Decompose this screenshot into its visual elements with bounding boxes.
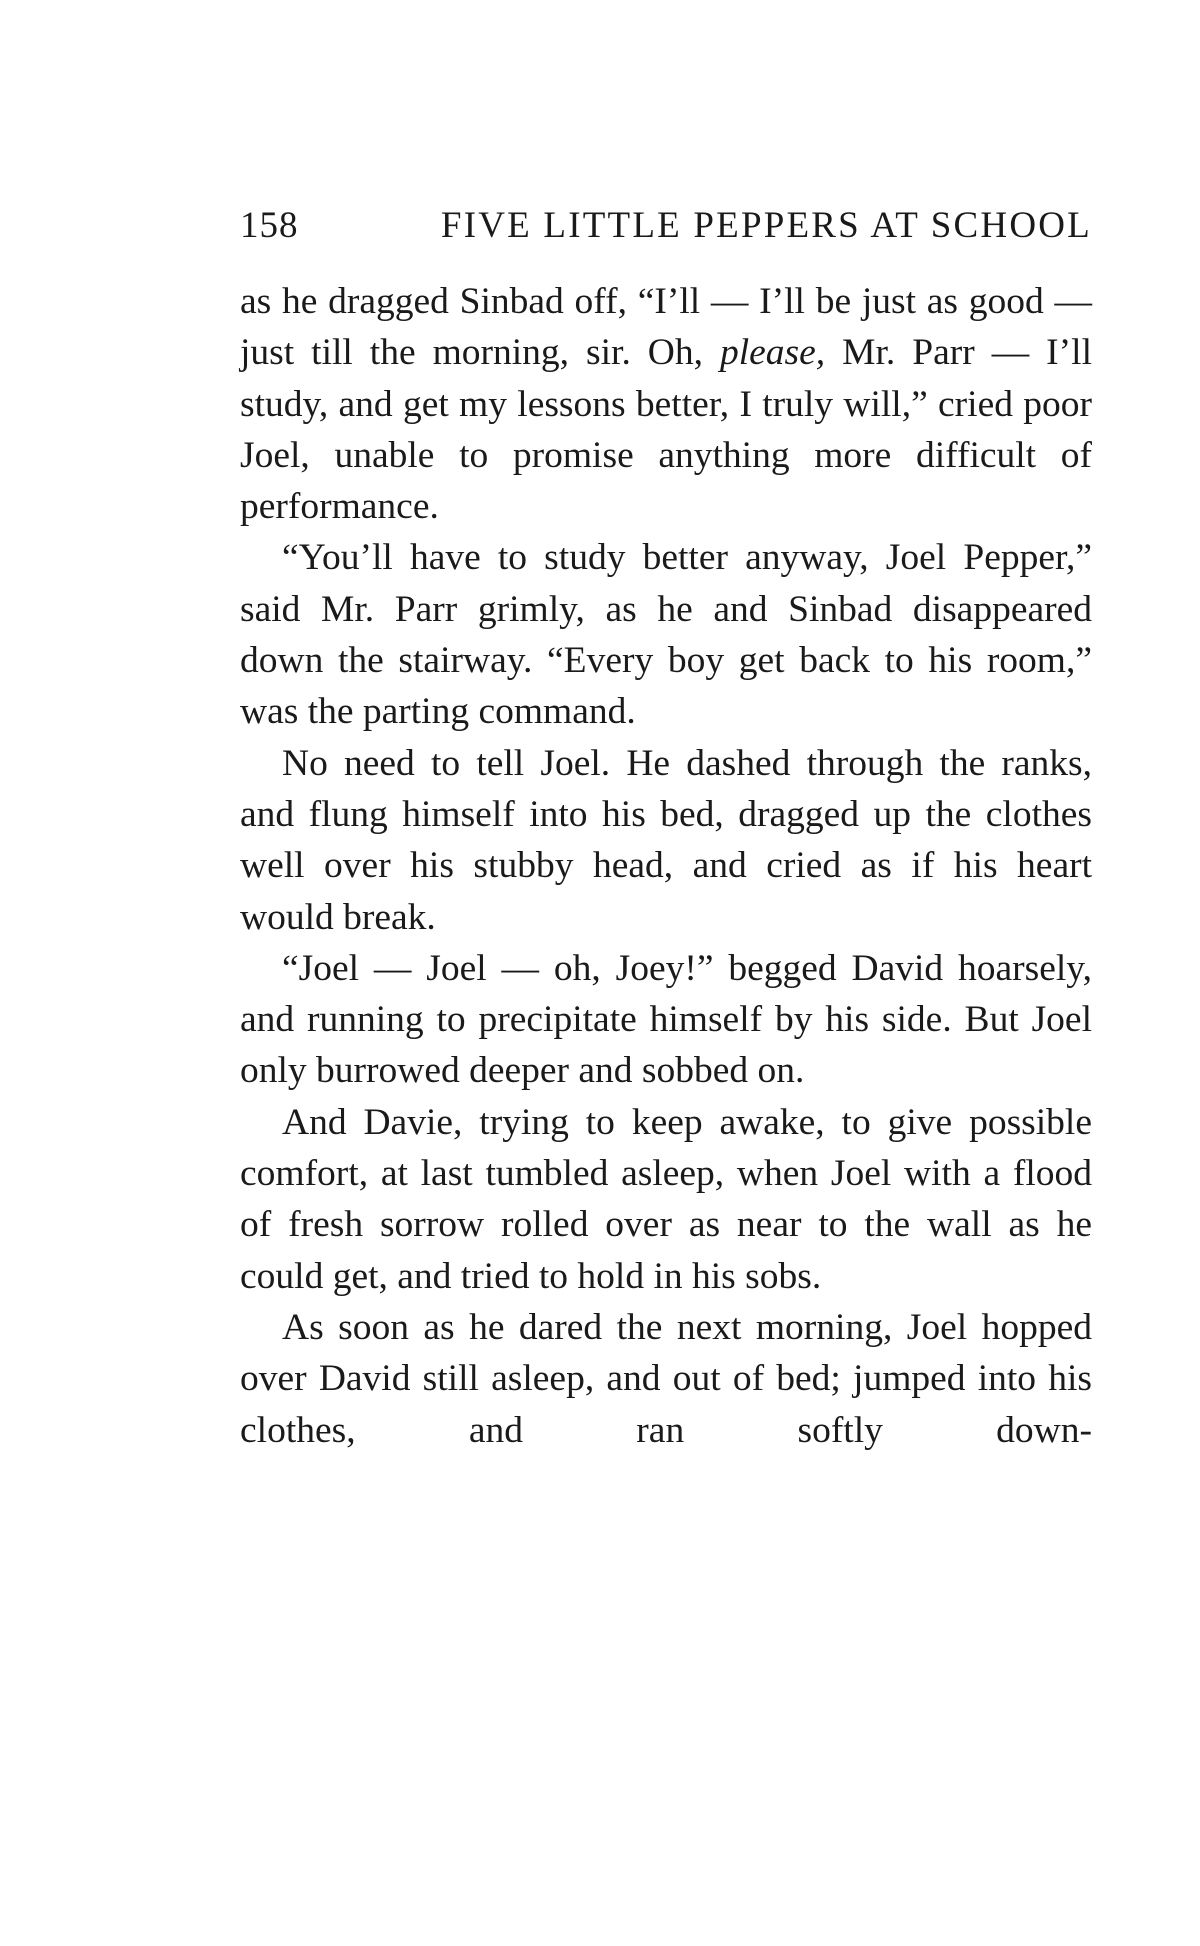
- book-title: FIVE LITTLE PEPPERS AT SCHOOL: [440, 205, 1092, 246]
- body-text: [240, 276, 1092, 1456]
- paragraph-1-start: as he dragged Sinbad off, “I’ll — I’ll be just as good — just till the morning, sir. Oh,: [240, 281, 1092, 374]
- paragraph-2: “You’ll have to study better anyway, Joel Pepper,” said Mr. Parr grimly, as he and Sinbad disappeared down the stairway. “Every boy get back to his room,” was the parting command.: [240, 537, 1092, 733]
- paragraph-1-emphasis: please,: [719, 332, 826, 374]
- page-number: 158: [240, 205, 299, 246]
- paragraph-1-end: Mr. Parr — I’ll study, and get my lessons better, I truly will,” cried poor Joel, unable to promise anything more difficult of performance.: [240, 332, 1092, 528]
- paragraph-4: “Joel — Joel — oh, Joey!” begged David hoarsely, and running to precipitate himself by his side. But Joel only burrowed deeper and sobbed on.: [240, 947, 1092, 1092]
- book-page: [240, 204, 1092, 1456]
- paragraph-6: As soon as he dared the next morning, Joel hopped over David still asleep, and out of bed; jumped into his clothes, and ran softly down-: [240, 1306, 1092, 1451]
- paragraph-1: [240, 276, 1092, 532]
- paragraph-3: No need to tell Joel. He dashed through the ranks, and flung himself into his bed, dragged up the clothes well over his stubby head, and cried as if his heart would break.: [240, 742, 1092, 938]
- running-head: [240, 204, 1092, 248]
- paragraph-5: And Davie, trying to keep awake, to give possible comfort, at last tumbled asleep, when Joel with a flood of fresh sorrow rolled over as near to the wall as he could get, and tried to hold in his sobs.: [240, 1101, 1092, 1297]
